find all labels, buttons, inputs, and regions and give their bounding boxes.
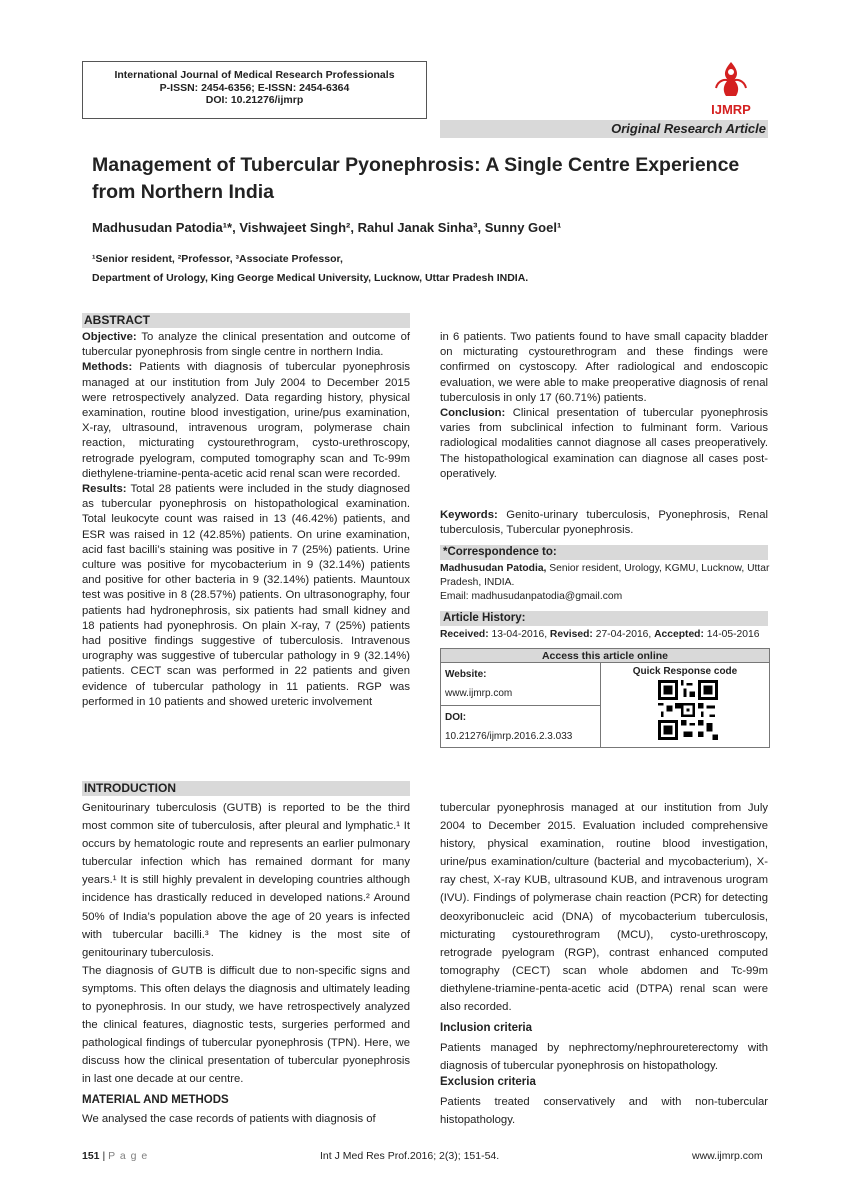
access-heading: Access this article online [441, 649, 769, 663]
article-history-dates: Received: 13-04-2016, Revised: 27-04-2016, Accepted: 14-05-2016 [440, 629, 760, 640]
svg-text:IJMRP: IJMRP [711, 102, 751, 117]
article-type-bar: Original Research Article [440, 120, 768, 138]
abstract-heading: ABSTRACT [82, 313, 410, 328]
results-label: Results: [82, 483, 127, 496]
results-continued: in 6 patients. Two patients found to have small capacity bladder on micturating cystourethrogram and these findings were confirmed on cystoscopy. After radiological and endoscopic evaluation, we were able to make preoperative diagnosis of renal tuberculosis in only 17 (60.71%) patients. [440, 331, 768, 404]
methods-text: Patients with diagnosis of tubercular pyonephrosis managed at our institution from July 2004 to December 2015 were retrospectively analyzed. Data regarding history, physical examination, routine blood investigation, urine/pus examination, X-ray, ultrasound, intravenous urogram, polymerase chain reaction, micturating cystourethrogram, cysto-urethroscopy, retrograde pyelogram, computed tomography scan and Tc-99m diethylene-triamine-penta-acetic acid renal scan were recorded. [82, 361, 410, 480]
keywords [440, 508, 768, 538]
journal-name: International Journal of Medical Research Professionals [114, 69, 395, 81]
correspondence-details: Madhusudan Patodia, Senior resident, Urology, KGMU, Lucknow, Uttar Pradesh, INDIA. [440, 563, 770, 588]
journal-issn: P-ISSN: 2454-6356; E-ISSN: 2454-6364 [159, 81, 350, 94]
abstract-right-column [440, 330, 768, 482]
website-link[interactable]: www.ijmrp.com [445, 688, 513, 699]
methods-paragraph-start: We analysed the case records of patients with diagnosis of [82, 1113, 376, 1125]
qr-code-icon[interactable] [658, 680, 718, 740]
methods-label: Methods: [82, 361, 133, 374]
introduction-heading: INTRODUCTION [82, 781, 410, 796]
footer-citation: Int J Med Res Prof.2016; 2(3); 151-54. [320, 1150, 500, 1162]
keywords-text: Genito-urinary tuberculosis, Pyonephrosis, Renal tuberculosis, Tubercular pyonephrosis. [440, 509, 768, 537]
correspondence-name: Madhusudan Patodia, [440, 563, 547, 574]
author-list: Madhusudan Patodia¹*, Vishwajeet Singh², Rahul Janak Sinha³, Sunny Goel¹ [92, 220, 562, 235]
conclusion-text: Clinical presentation of tubercular pyonephrosis varies from subclinical infection to fulminant form. Various radiological modalities cannot diagnose all cases preoperatively. The histopathological examination can diagnose all cases post-operatively. [440, 407, 768, 480]
article-history-heading: Article History: [440, 611, 768, 626]
doi-link[interactable]: 10.21276/ijmrp.2016.2.3.033 [445, 731, 573, 742]
website-label: Website: [445, 669, 487, 680]
journal-doi: DOI: 10.21276/ijmrp [205, 94, 304, 106]
journal-header-box [82, 61, 427, 119]
results-text: Total 28 patients were included in the study diagnosed as tubercular pyonephrosis on histopathological examination. Total leukocyte count was raised in 13 (46.42%) patients, and ESR was raised in 12 (42.85%) patients. On urine examination, acid fast bacilli’s staining was positive in 7 (25%) patients. Urine culture was positive for mycobacterium in 9 (32.14%) patients and positive for other bacteria in 9 (32.14%) patients. Mauntoux test was positive in 8 (28.57%) patients. On ultrasonography, four patients had hydronephrosis, six patients had small kidney and 18 patients had pyonephrosis. On plain X-ray, 7 (25%) patients had positive findings suggestive of tuberculosis. Intravenous urography was suggestive of tubercular pathology in 9 (32.14%) patients. CECT scan was performed in 22 patients and given evidence of tubercular pathology in 11 patients. RGP was performed in 10 patients and showed ureteric involvement [82, 483, 410, 708]
methods-paragraph-continued: tubercular pyonephrosis managed at our institution from July 2004 to December 2015. Evaluation included comprehensive history, physical examination, routine blood investigation, urine/pus examination/culture (bacterial and mycobacterium), X-ray chest, X-ray KUB, ultrasound KUB, and intravenous urogram (IVU). Findings of polymerase chain reaction (PCR) for detecting deoxyribonucleic acid (DNA) of mycobacterium tuberculosis, micturating cystourethrogram (MCU), cysto-urethroscopy, retrograde pyelogram (RGP), contrast enhanced computed tomography (CECT) scan whole abdomen and Tc-99m diethylene-triamine-penta-acetic acid (DTPA) renal scan were also recorded. [440, 802, 768, 1014]
correspondence-email[interactable]: Email: madhusudanpatodia@gmail.com [440, 591, 623, 602]
exclusion-text: Patients treated conservatively and with non-tubercular histopathology. [440, 1096, 768, 1126]
exclusion-heading: Exclusion criteria [440, 1076, 536, 1088]
inclusion-heading: Inclusion criteria [440, 1022, 533, 1034]
introduction-paragraph-2: The diagnosis of GUTB is difficult due to non-specific signs and symptoms. This often delays the diagnosis and ultimately leading to pyonephrosis. In our study, we have retrospectively analyzed the clinical features, diagnostic tests, surgeries performed and pathological findings of tubercular pyonephrosis (TPN). Here, we discuss how the clinical presentation of tubercular pyonephrosis in last one decade at our centre. [82, 964, 410, 1086]
footer-website[interactable]: www.ijmrp.com [692, 1150, 763, 1162]
conclusion-label: Conclusion: [440, 407, 506, 420]
affiliation: Department of Urology, King George Medical University, Lucknow, Uttar Pradesh INDIA. [92, 272, 529, 284]
article-title: Management of Tubercular Pyonephrosis: A Single Centre Experience from Northern India [92, 154, 740, 203]
access-online-box [440, 648, 770, 748]
abstract-left-column [82, 330, 410, 710]
doi-label: DOI: [445, 712, 467, 723]
qr-label: Quick Response code [632, 666, 738, 677]
page-number: 151 | P a g e [82, 1150, 149, 1162]
author-roles: ¹Senior resident, ²Professor, ³Associate Professor, [92, 253, 343, 265]
objective-text: To analyze the clinical presentation and outcome of tubercular pyonephrosis from single centre in northern India. [82, 331, 410, 359]
introduction-paragraph-1: Genitourinary tuberculosis (GUTB) is reported to be the third most common site of tuberculosis, after pleural and lymphatic.¹ It occurs by hematologic route and represents an earlier pulmonary tubercular infection which has remained dormant for many years.¹ It is still highly prevalent in developing countries although incidence has drastically reduced in developed nations.² Around 50% of India’s population above the age of 20 years is infected with tubercular bacilli.³ The kidney is the most site of genitourinary tuberculosis. [82, 802, 410, 959]
inclusion-text: Patients managed by nephrectomy/nephroureterectomy with diagnosis of tubercular pyonephrosis on histopathology. [440, 1042, 768, 1072]
introduction-column [82, 799, 410, 1089]
ijmrp-logo [700, 58, 762, 120]
correspondence-heading: *Correspondence to: [440, 545, 768, 560]
objective-label: Objective: [82, 331, 137, 343]
methods-heading: MATERIAL AND METHODS [82, 1094, 229, 1106]
keywords-label: Keywords: [440, 509, 498, 521]
